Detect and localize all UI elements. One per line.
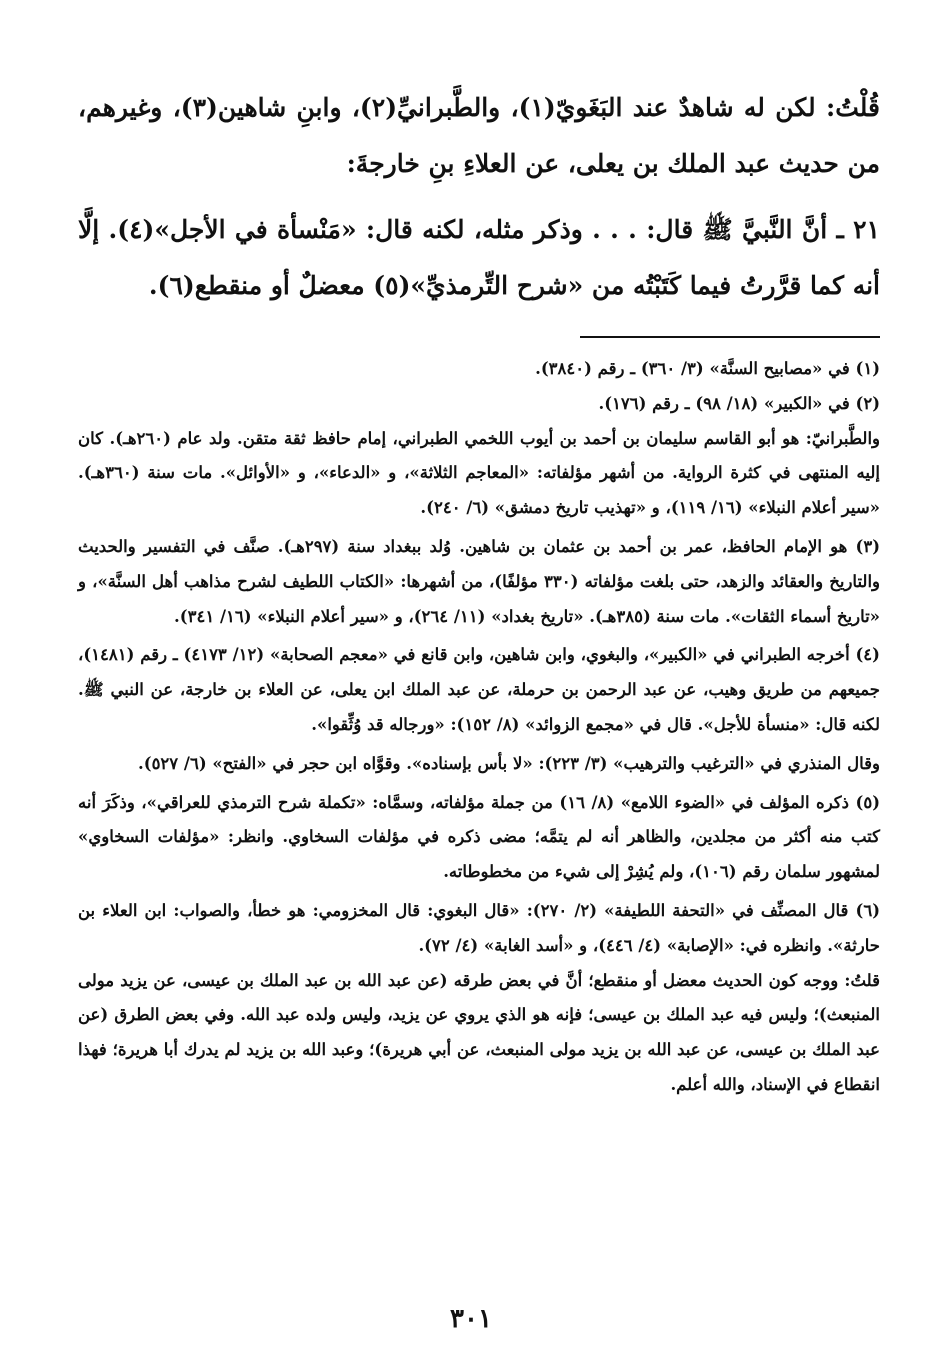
hadith-text: أنَّ النَّبيَّ ﷺ قال: . . . وذكر مثله، لكنه قال: «مَنْسأة في الأجل»(٤). إلَّا أنه كما قرَّرتُ فيما كَتَبْتُه من «شرح التِّرمذيِّ»(٥) معضلٌ أو منقطع(٦). <box>78 215 880 300</box>
footnote-6: (٦) قال المصنِّف في «التحفة اللطيفة» (٢/ ٢٧٠): «قال البغوي: قال المخزومي: هو خطأ، والصواب: ابن العلاء بن حارثة». وانظره في: «الإصابة» (٤/ ٤٤٦)، و «أسد الغابة» (٤/ ٧٢). <box>78 900 881 955</box>
footnote-5: (٥) ذكره المؤلف في «الضوء اللامع» (٨/ ١٦) من جملة مؤلفاته، وسمَّاه: «تكملة شرح الترمذي للعراقي»، وذكَرَ أنه كتب منه أكثر من مجلدين، والظاهر أنه لم يتمَّه؛ مضى ذكره في مؤلفات السخاوي. وانظر: «مؤلفات السخاوي» لمشهور سلمان رقم (١٠٦)، ولم يُشِرْ إلى شيء من مخطوطاته. <box>78 792 880 882</box>
footnote-1: (١) في «مصابيح السنَّة» (٣/ ٣٦٠) ـ رقم (٣٨٤٠). <box>535 359 880 378</box>
footnotes <box>78 352 880 1103</box>
main-paragraph-text: لكن له شاهدٌ عند البَغَويّ(١)، والطَّبرانيِّ(٢)، وابنِ شاهين(٣)، وغيرهم، من حديث عبد الملك بن يعلى، عن العلاءِ بنِ خارجةَ: <box>78 93 880 178</box>
footnote-divider <box>580 336 880 338</box>
qultu-lead: قُلْتُ: <box>815 93 880 122</box>
hadith-number: ٢١ ـ <box>827 215 880 244</box>
footnote-2: (٢) في «الكبير» (١٨/ ٩٨) ـ رقم (١٧٦). <box>598 393 880 413</box>
footnote-4-cont: وقال المنذري في «الترغيب والترهيب» (٣/ ٢٢٣): «لا بأس بإسناده». وقوَّاه ابن حجر في «الفتح» (٦/ ٥٢٧). <box>138 753 880 773</box>
footnote-2-bio: والطَّبرانيّ: هو أبو القاسم سليمان بن أحمد بن أيوب اللخمي الطبراني، إمام حافظ ثقة متقن. ولد عام (٢٦٠هـ). كان إليه المنتهى في كثرة الرواية. من أشهر مؤلفاته: «المعاجم الثلاثة»، و «الدعاء»، و «الأوائل». مات سنة (٣٦٠هـ). «سير أعلام النبلاء» (١٦/ ١١٩)، و «تهذيب تاريخ دمشق» (٦/ ٢٤٠). <box>78 428 880 518</box>
page-number: ٣٠١ <box>450 1304 492 1334</box>
footnote-6-note: قلتُ: ووجه كون الحديث معضل أو منقطع؛ أنَّ في بعض طرقه (عن عبد الله بن عبد الملك بن عيسى، عن يزيد مولى المنبعث)؛ وليس فيه عبد الملك بن عيسى؛ فإنه هو الذي يروي عن يزيد، وليس ولده عبد الله. وفي بعض الطرق (عن عبد الملك بن عيسى، عن عبد الله بن يزيد مولى المنبعث، عن أبي هريرة)؛ وعبد الله بن يزيد لم يدرك أبا هريرة؛ فهذا انقطاع في الإسناد، والله أعلم. <box>78 970 880 1094</box>
footnote-3: (٣) هو الإمام الحافظ، عمر بن أحمد بن عثمان بن شاهين. وُلد ببغداد سنة (٢٩٧هـ). صنَّف في التفسير والحديث والتاريخ والعقائد والزهد، حتى بلغت مؤلفاته (٣٣٠ مؤلفًا)، من أشهرها: «الكتاب اللطيف لشرح مذاهب أهل السنَّة»، و «تاريخ أسماء الثقات». مات سنة (٣٨٥هـ). «تاريخ بغداد» (١١/ ٢٦٤)، و «سير أعلام النبلاء» (١٦/ ٣٤١). <box>78 536 880 626</box>
main-paragraph <box>78 80 880 192</box>
hadith-paragraph <box>78 202 880 314</box>
main-text <box>78 80 880 314</box>
page-body <box>78 80 880 1103</box>
footnote-4: (٤) أخرجه الطبراني في «الكبير»، والبغوي، وابن شاهين، وابن قانع في «معجم الصحابة» (١٢/ ٤١٧٣) ـ رقم (١٤٨١)، جميعهم من طريق وهيب، عن عبد الرحمن بن حرملة، عن عبد الملك ابن يعلى، عن العلاء بن خارجة، عن النبي ﷺ. لكنه قال: «منسأة للأجل». قال في «مجمع الزوائد» (٨/ ١٥٢): «ورجاله قد وُثِّقوا». <box>78 645 880 734</box>
